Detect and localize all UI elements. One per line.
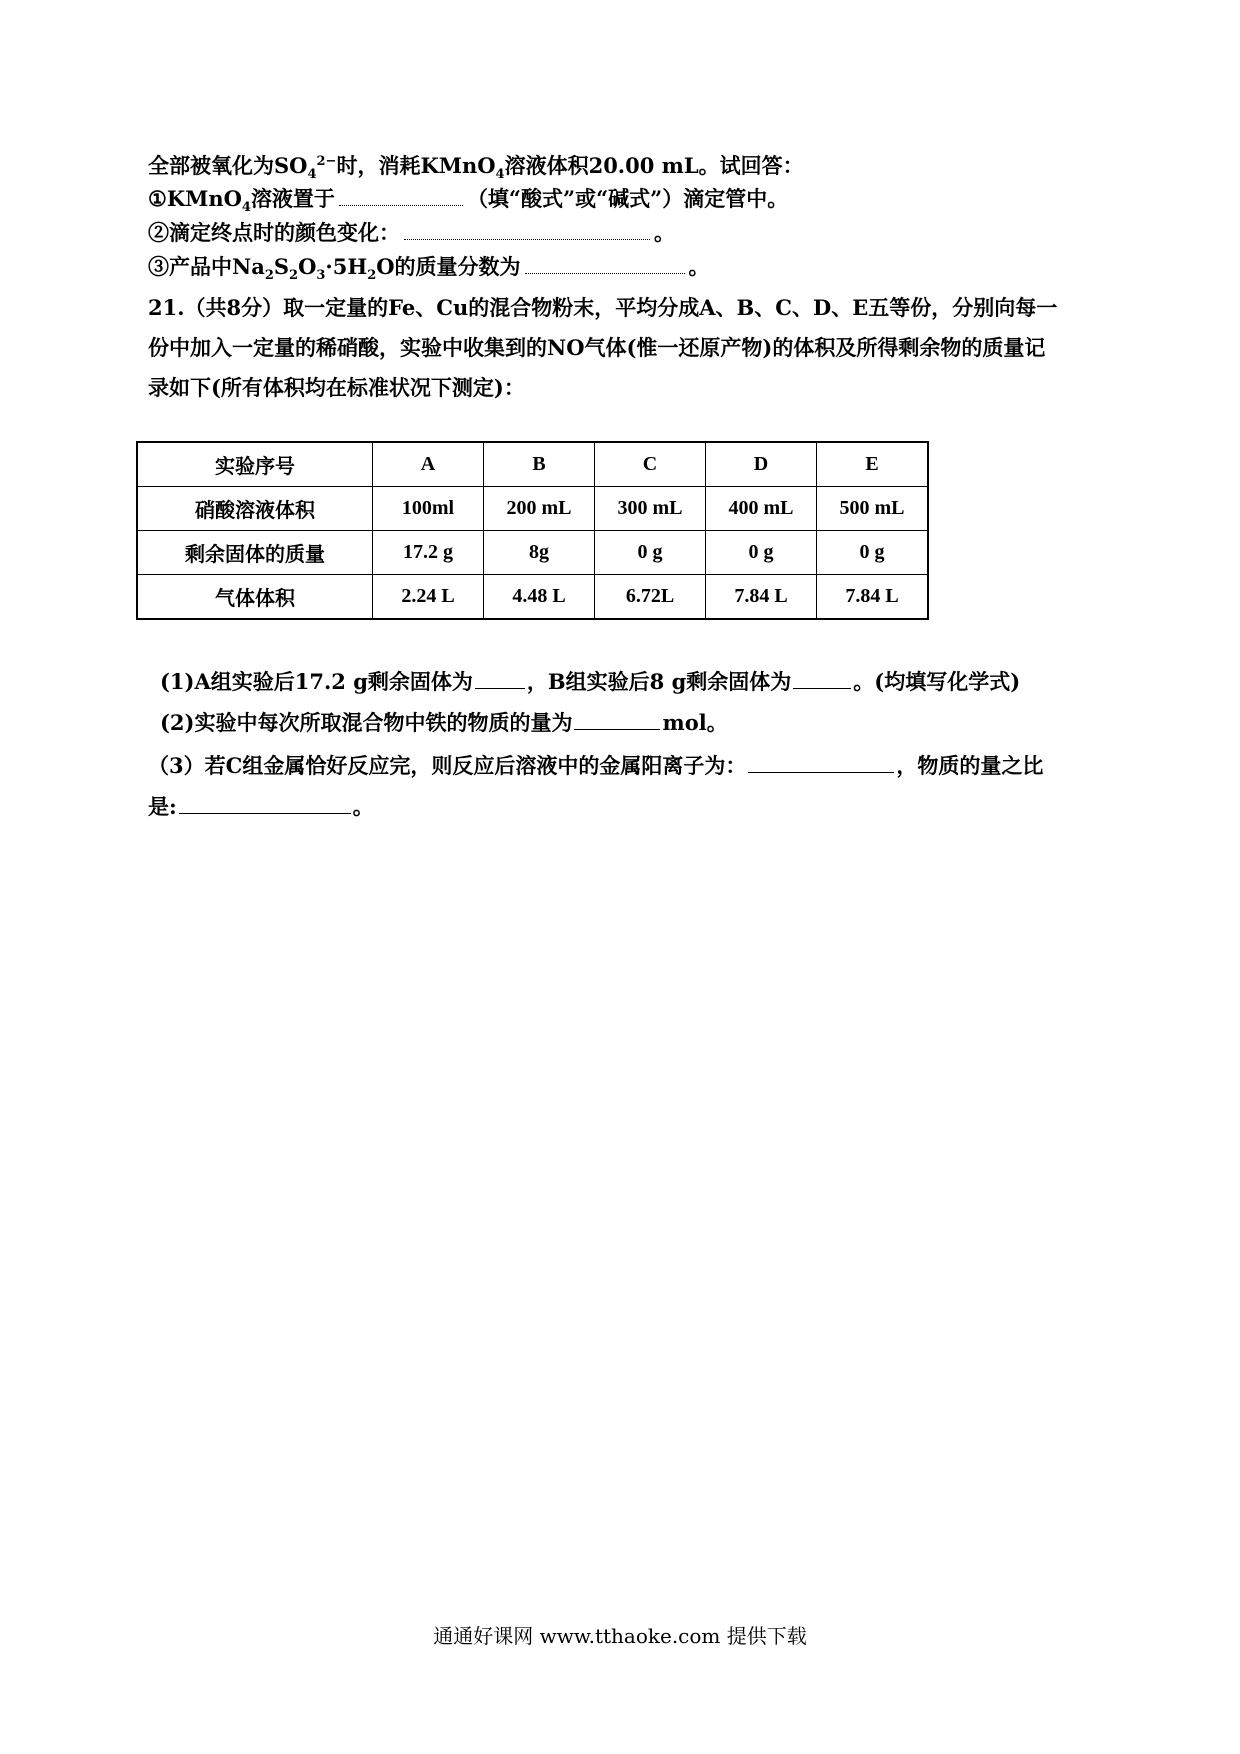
row-label: 剩余固体的质量 [137,531,373,575]
table-cell: C [595,442,706,487]
answer-blank-mass-fraction[interactable] [525,253,685,274]
row-label: 气体体积 [137,575,373,620]
table-row [137,531,928,575]
table-cell: 8g [484,531,595,575]
table-cell: E [817,442,929,487]
table-cell: 0 g [595,531,706,575]
answer-blank-iron-moles[interactable] [574,709,660,730]
row-label: 实验序号 [137,442,373,487]
intro-line-1: 全部被氧化为$SO_4^{2-}$时，消耗KMnO$_4$溶液体积20.00 mL。试回答： [148,153,804,183]
page-footer: 通通好课网 www.tthaoke.com 提供下载 [433,1624,807,1648]
question-21-2: (2)实验中每次所取混合物中铁的物质的量为 mol。 [160,710,728,735]
table-cell: 0 g [817,531,929,575]
table-cell: 0 g [706,531,817,575]
table-row [137,487,928,531]
answer-blank-b-solid[interactable] [793,668,851,689]
answer-blank-a-solid[interactable] [475,668,525,689]
question-21-3-cont: 是: 。 [148,794,374,819]
table-cell: 17.2 g [373,531,484,575]
table-cell: 2.24 L [373,575,484,620]
intro-question-2: ②滴定终点时的颜色变化： 。 [148,220,675,245]
answer-blank-color-change[interactable] [404,219,650,240]
question-21-1: (1)A组实验后17.2 g剩余固体为 ，B组实验后8 g剩余固体为 。(均填写化学式) [160,669,1021,694]
table-cell: 400 mL [706,487,817,531]
table-cell: 4.48 L [484,575,595,620]
intro-question-1: ①KMnO$_4$溶液置于 （填“酸式”或“碱式”）滴定管中。 [148,186,789,216]
table-cell: B [484,442,595,487]
table-cell: 7.84 L [817,575,929,620]
table-cell: 300 mL [595,487,706,531]
answer-blank-cations[interactable] [748,752,894,773]
table-row [137,575,928,620]
table-cell: 6.72L [595,575,706,620]
problem-21-line-2: 份中加入一定量的稀硝酸，实验中收集到的NO气体(惟一还原产物)的体积及所得剩余物的质量记 [148,335,1046,360]
answer-blank-ratio[interactable] [179,793,351,814]
problem-21-line-3: 录如下(所有体积均在标准状况下测定)： [148,375,525,400]
question-21-3: （3）若C组金属恰好反应完，则反应后溶液中的金属阳离子为： ，物质的量之比 [148,753,1044,778]
table-cell: D [706,442,817,487]
table-row [137,442,928,487]
row-label: 硝酸溶液体积 [137,487,373,531]
table-cell: 100ml [373,487,484,531]
table-cell: 200 mL [484,487,595,531]
table-cell: 500 mL [817,487,929,531]
problem-21-line-1: 21.（共8分）取一定量的Fe、Cu的混合物粉末，平均分成A、B、C、D、E五等份，分别向每一 [148,295,1058,320]
table-cell: A [373,442,484,487]
intro-question-3: ③产品中$Na_2S_2O_3\cdot 5H_2O$的质量分数为 。 [148,254,710,284]
experiment-table [136,441,929,620]
answer-blank-burette[interactable] [339,185,463,206]
table-cell: 7.84 L [706,575,817,620]
